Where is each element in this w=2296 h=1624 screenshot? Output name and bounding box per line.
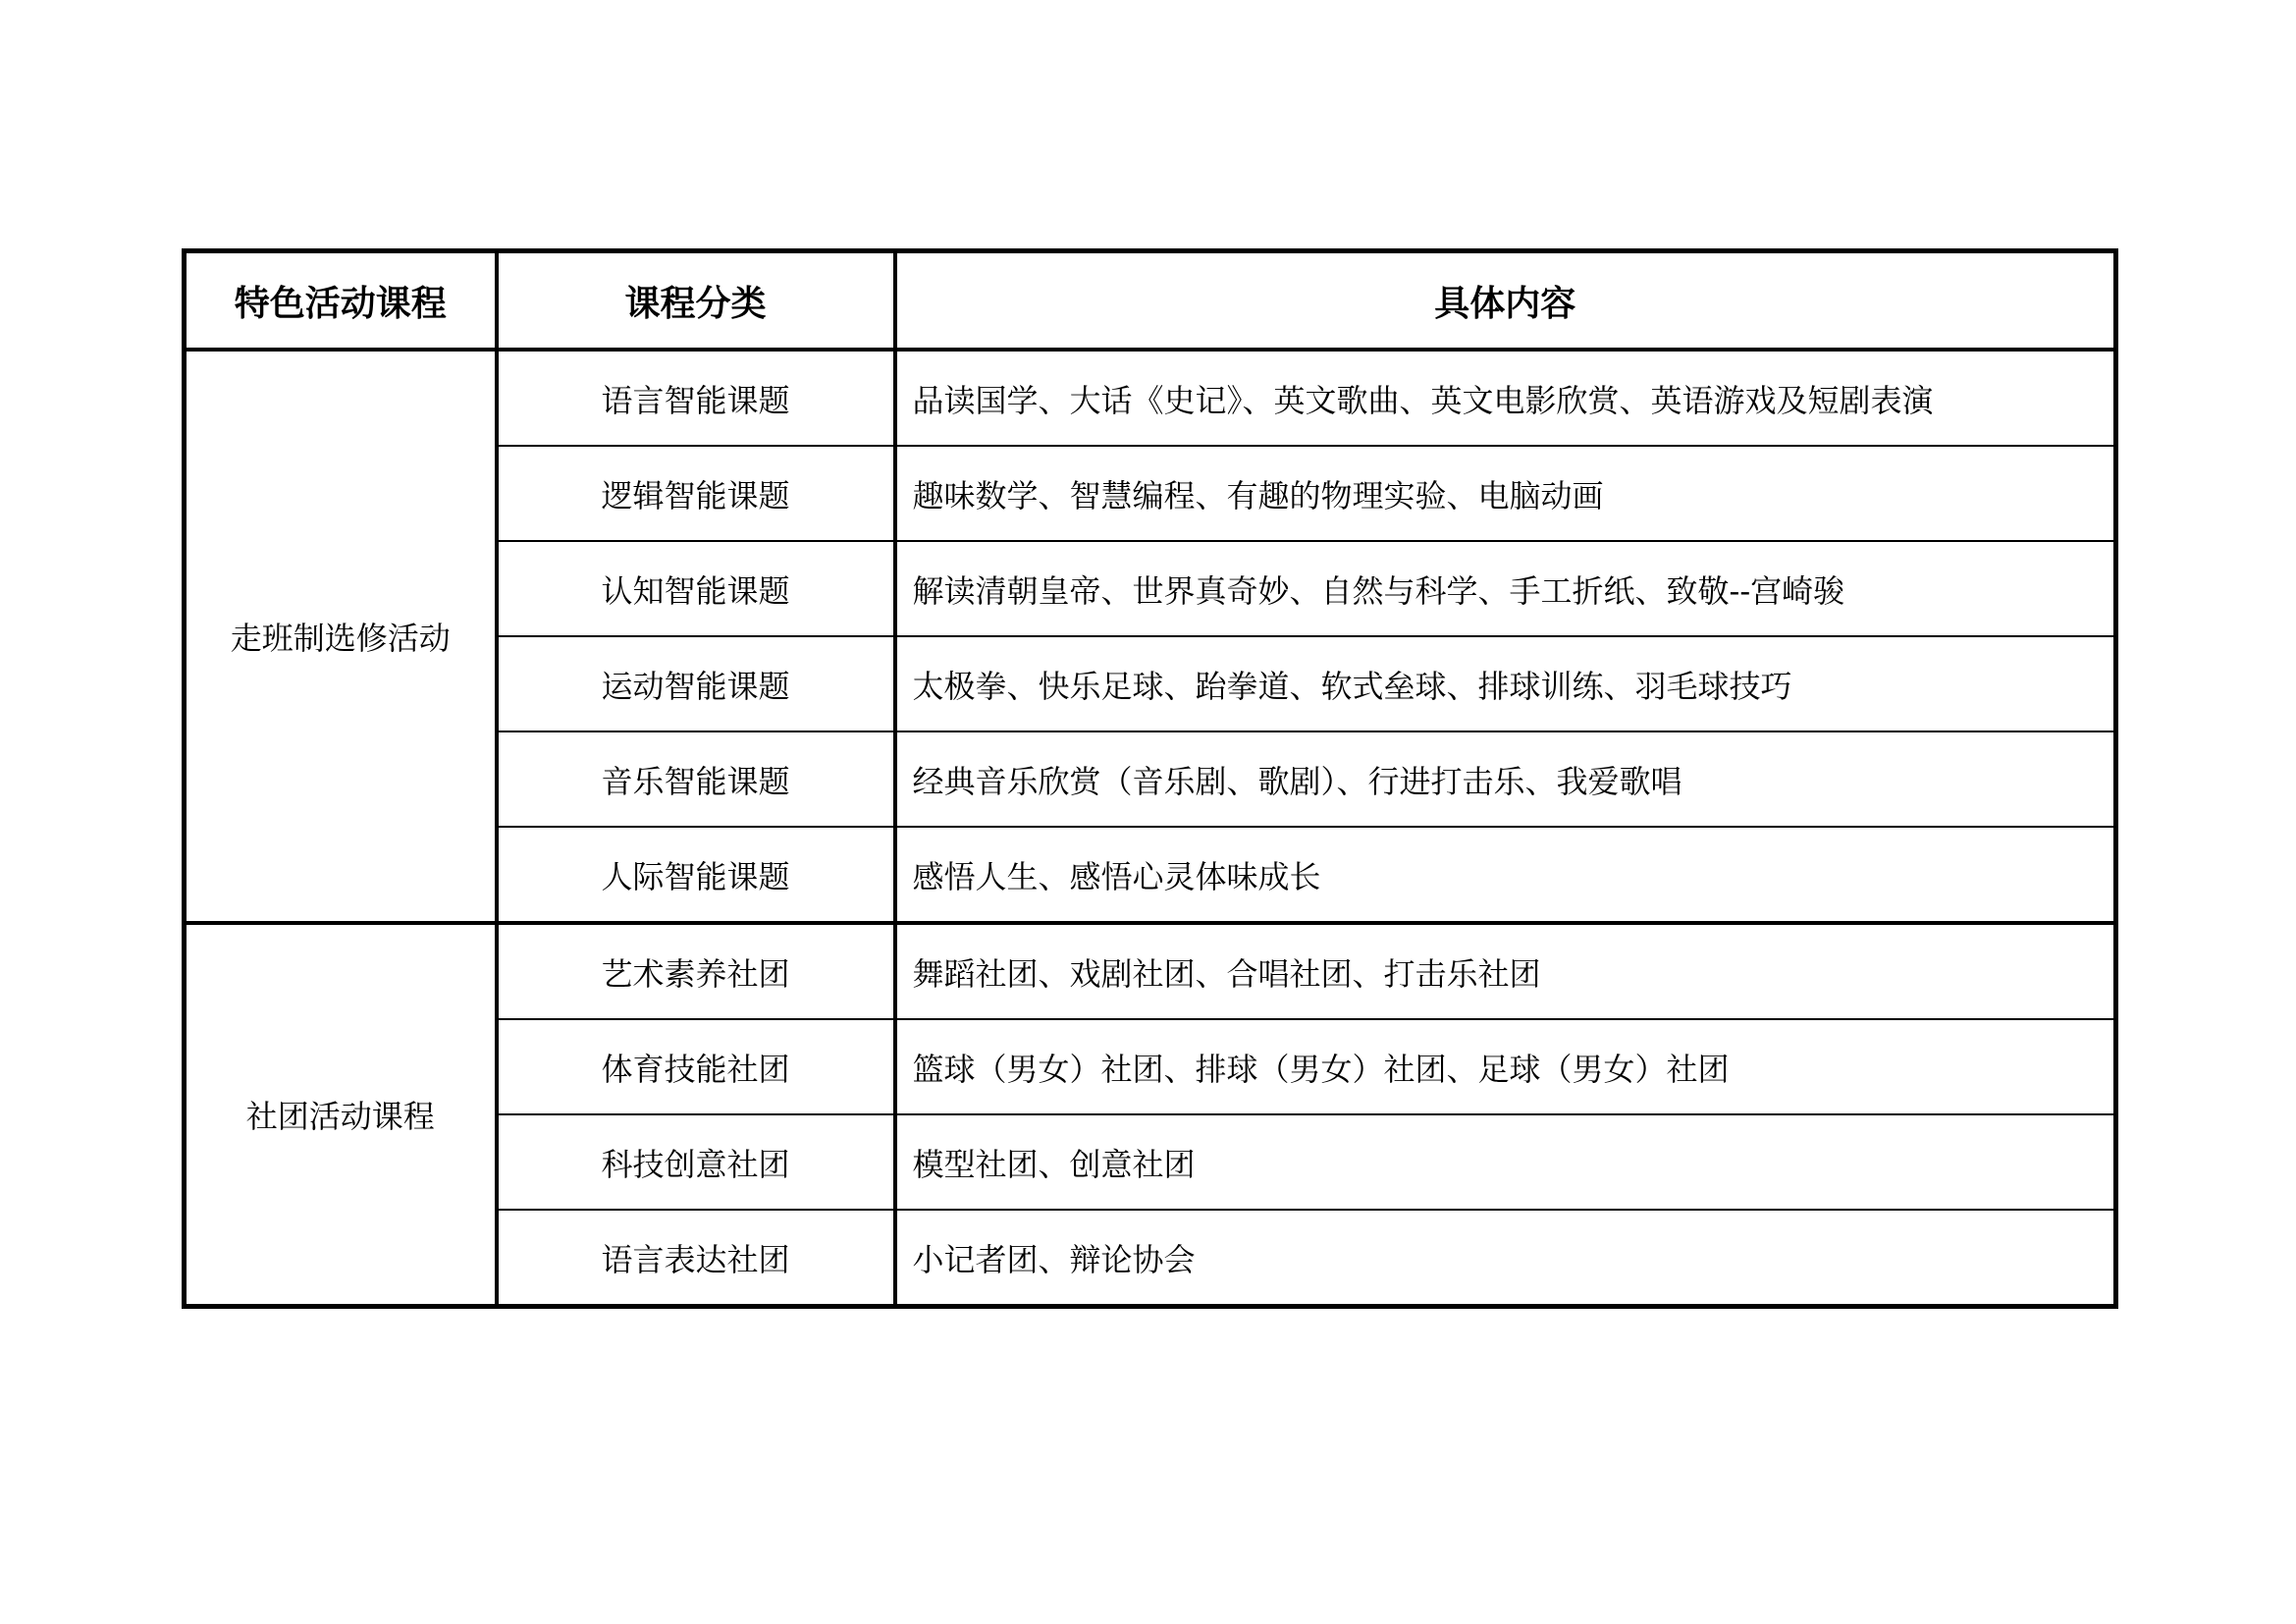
content-cell: 模型社团、创意社团 xyxy=(895,1114,2116,1210)
content-cell: 小记者团、辩论协会 xyxy=(895,1210,2116,1307)
category-cell: 音乐智能课题 xyxy=(497,731,895,827)
content-cell: 感悟人生、感悟心灵体味成长 xyxy=(895,827,2116,923)
category-cell: 科技创意社团 xyxy=(497,1114,895,1210)
content-cell: 舞蹈社团、戏剧社团、合唱社团、打击乐社团 xyxy=(895,923,2116,1019)
content-cell: 解读清朝皇帝、世界真奇妙、自然与科学、手工折纸、致敬--宫崎骏 xyxy=(895,541,2116,636)
category-cell: 逻辑智能课题 xyxy=(497,446,895,541)
content-cell: 篮球（男女）社团、排球（男女）社团、足球（男女）社团 xyxy=(895,1019,2116,1114)
activity-cell: 走班制选修活动 xyxy=(185,350,497,923)
content-cell: 经典音乐欣赏（音乐剧、歌剧）、行进打击乐、我爱歌唱 xyxy=(895,731,2116,827)
table-row xyxy=(185,923,2116,1019)
course-table xyxy=(182,248,2118,1309)
table-row xyxy=(185,350,2116,446)
content-cell: 品读国学、大话《史记》、英文歌曲、英文电影欣赏、英语游戏及短剧表演 xyxy=(895,350,2116,446)
header-content: 具体内容 xyxy=(895,251,2116,351)
category-cell: 运动智能课题 xyxy=(497,636,895,731)
header-activity: 特色活动课程 xyxy=(185,251,497,351)
content-cell: 趣味数学、智慧编程、有趣的物理实验、电脑动画 xyxy=(895,446,2116,541)
category-cell: 体育技能社团 xyxy=(497,1019,895,1114)
category-cell: 语言表达社团 xyxy=(497,1210,895,1307)
category-cell: 语言智能课题 xyxy=(497,350,895,446)
header-category: 课程分类 xyxy=(497,251,895,351)
header-row xyxy=(185,251,2116,351)
content-cell: 太极拳、快乐足球、跆拳道、软式垒球、排球训练、羽毛球技巧 xyxy=(895,636,2116,731)
category-cell: 艺术素养社团 xyxy=(497,923,895,1019)
category-cell: 人际智能课题 xyxy=(497,827,895,923)
activity-cell: 社团活动课程 xyxy=(185,923,497,1307)
category-cell: 认知智能课题 xyxy=(497,541,895,636)
